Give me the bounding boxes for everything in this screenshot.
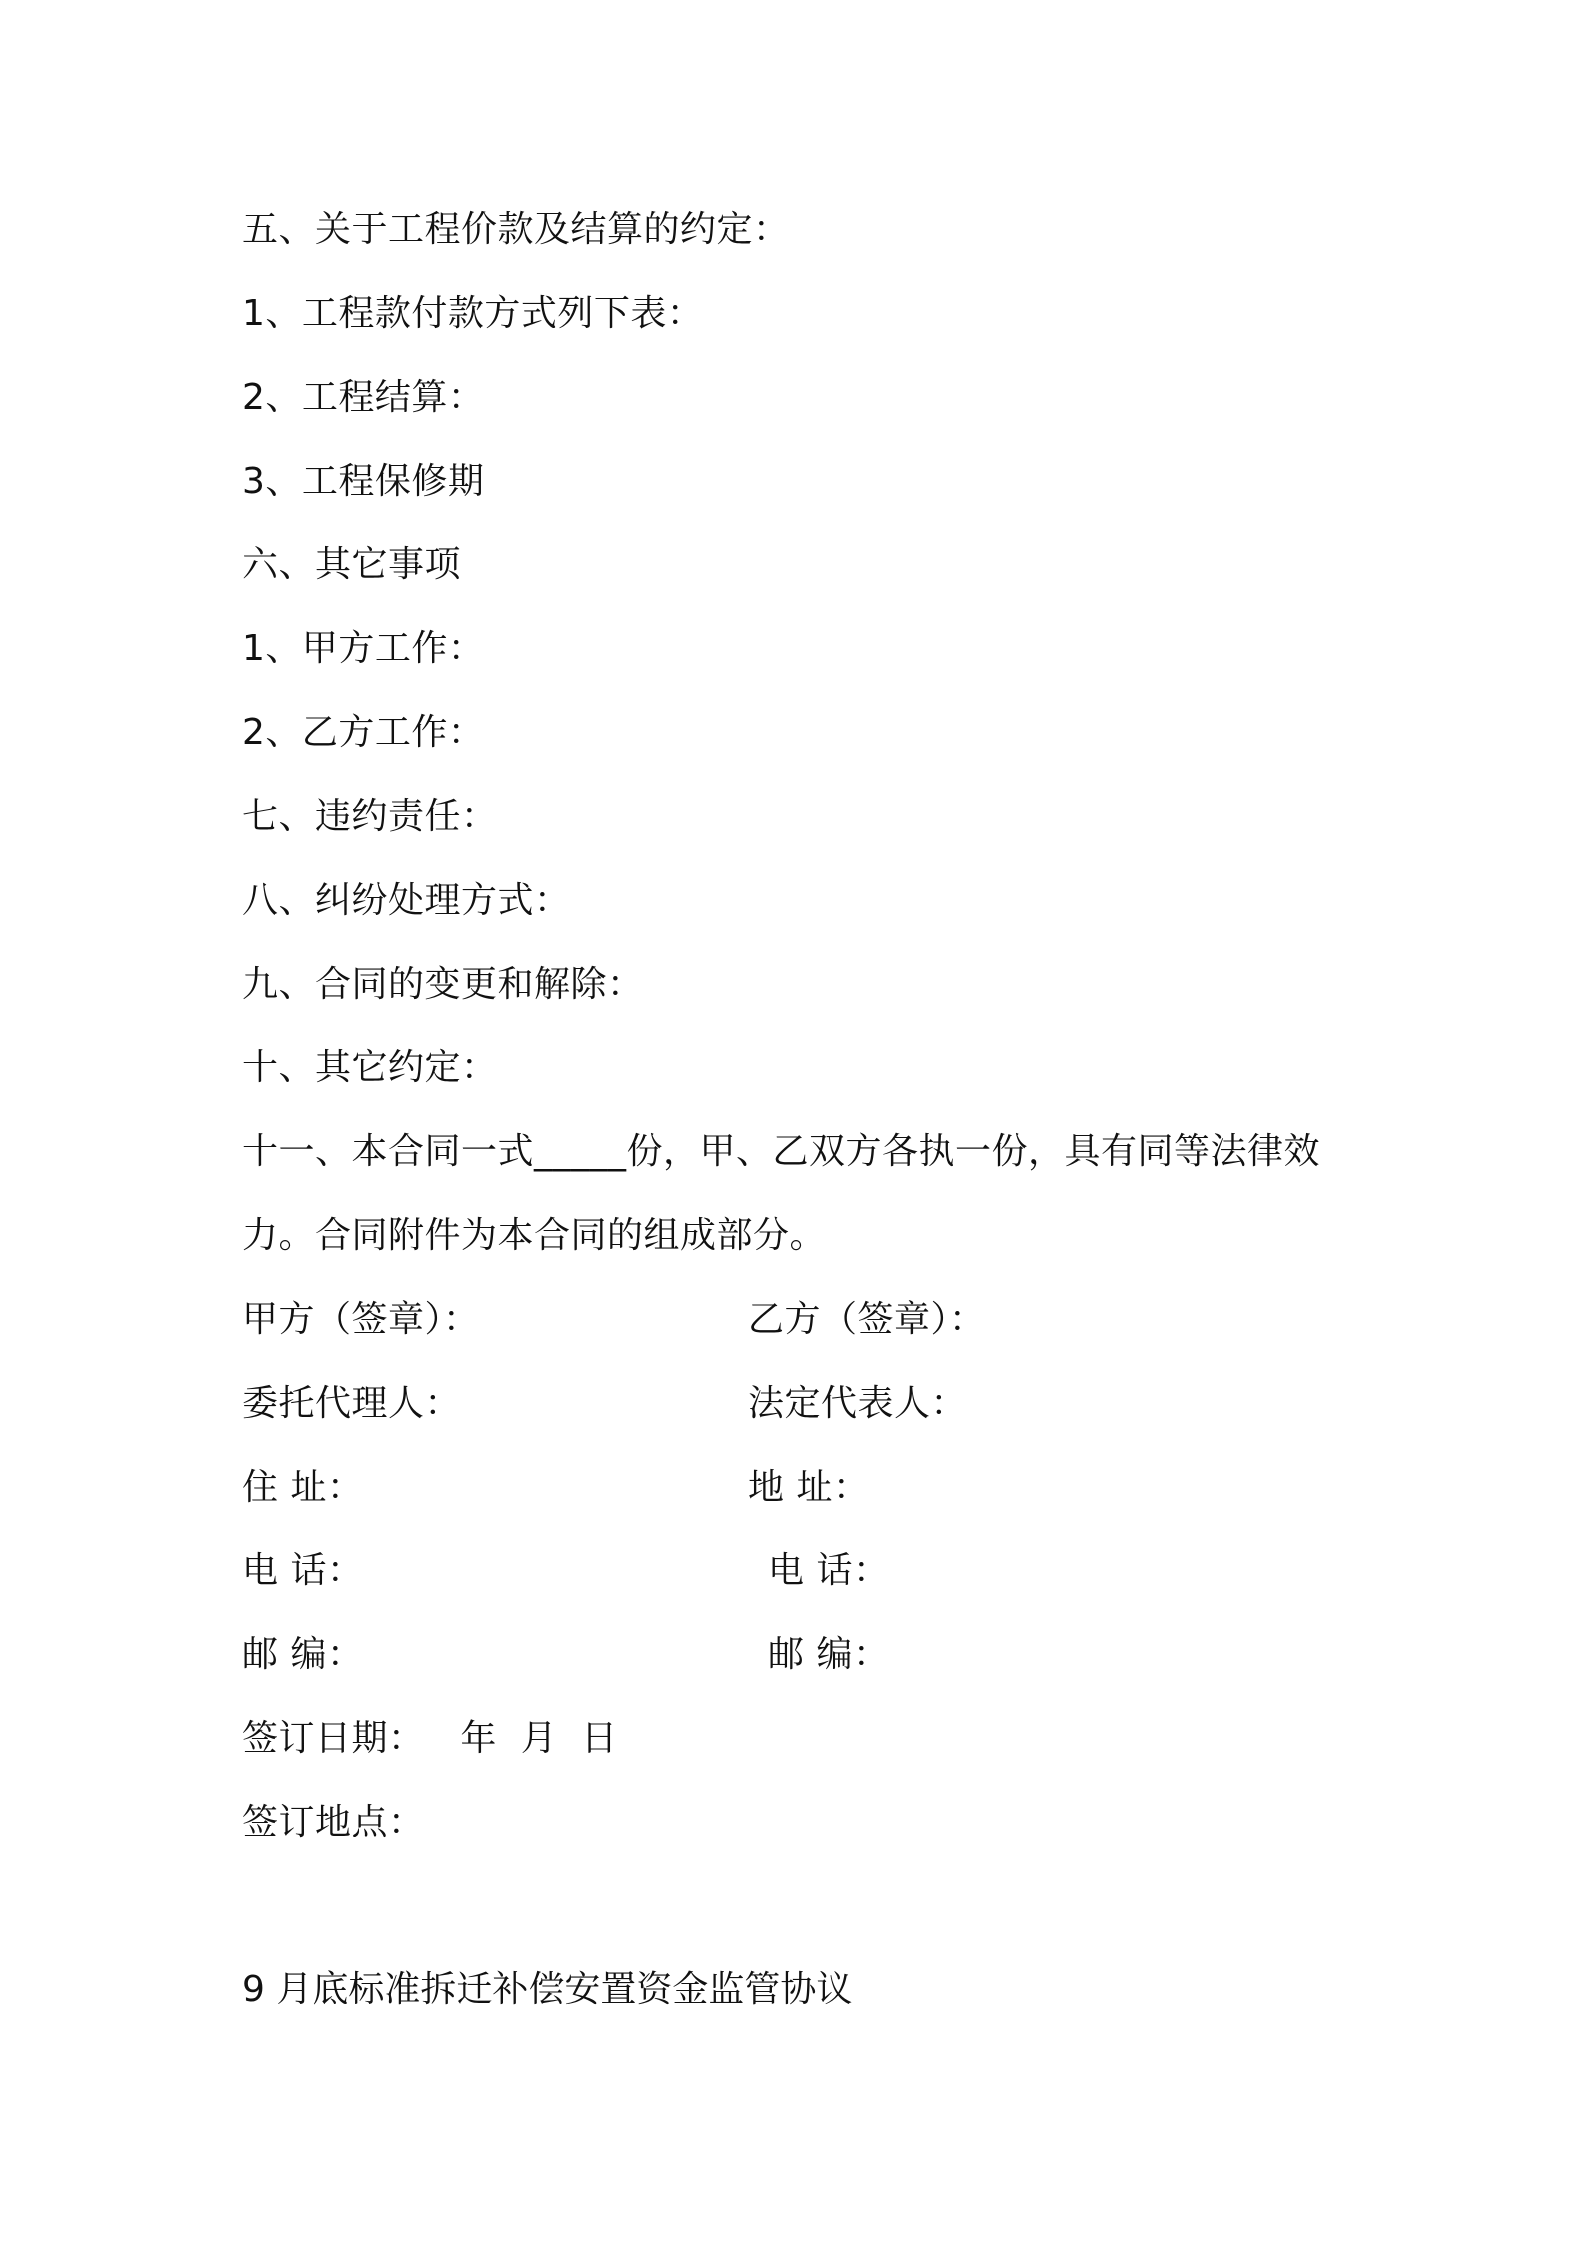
- sign-place-label: 签订地点：: [242, 1802, 425, 1843]
- next-document-title: 9 月底标准拆迁补偿安置资金监管协议: [242, 1969, 853, 2010]
- legal-rep-label: 法定代表人：: [748, 1383, 968, 1424]
- item-6-2: 2、乙方工作：: [242, 712, 485, 753]
- section-10-heading: 十、其它约定：: [242, 1047, 498, 1088]
- section-11-line-2: 力。合同附件为本合同的组成部分。: [242, 1215, 827, 1256]
- item-5-1: 1、工程款付款方式列下表：: [242, 293, 704, 334]
- section-9-heading: 九、合同的变更和解除：: [242, 964, 644, 1005]
- phone-a-label: 电 话：: [242, 1550, 364, 1591]
- item-6-1: 1、甲方工作：: [242, 628, 485, 669]
- party-a-seal-label: 甲方（签章）：: [242, 1299, 480, 1340]
- agent-label: 委托代理人：: [242, 1383, 462, 1424]
- item-5-2: 2、工程结算：: [242, 377, 485, 418]
- section-7-heading: 七、违约责任：: [242, 796, 498, 837]
- sign-date-label: 签订日期： 年 月 日: [242, 1718, 618, 1759]
- address-label: 地 址：: [748, 1467, 870, 1508]
- postcode-b-label: 邮 编：: [768, 1634, 890, 1675]
- party-b-seal-label: 乙方（签章）：: [748, 1299, 986, 1340]
- section-11-line-1: 十一、本合同一式_____份，甲、乙双方各执一份，具有同等法律效: [242, 1131, 1321, 1172]
- postcode-a-label: 邮 编：: [242, 1634, 364, 1675]
- section-8-heading: 八、纠纷处理方式：: [242, 880, 571, 921]
- section-5-heading: 五、关于工程价款及结算的约定：: [242, 209, 790, 250]
- phone-b-label: 电 话：: [768, 1550, 890, 1591]
- residence-label: 住 址：: [242, 1467, 364, 1508]
- section-6-heading: 六、其它事项: [242, 544, 462, 585]
- item-5-3: 3、工程保修期: [242, 461, 485, 502]
